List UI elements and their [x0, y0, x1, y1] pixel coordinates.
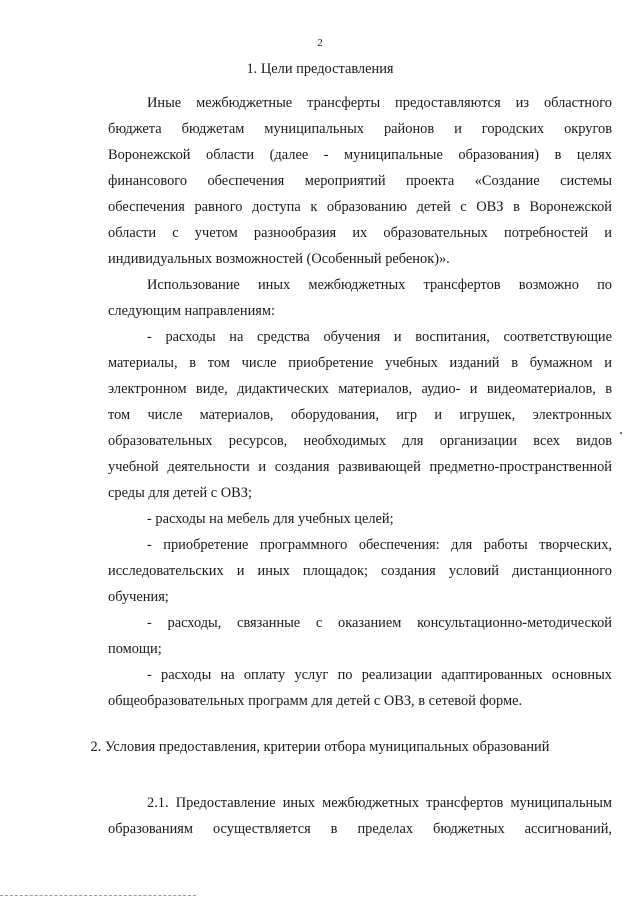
- list-item-line: материалы, в том числе приобретение учебных изданий в бумажном и: [108, 355, 612, 371]
- body-line: Использование иных межбюджетных трансфертов возможно по: [147, 277, 612, 293]
- body-line: области с учетом разнообразия их образовательных потребностей и: [108, 225, 612, 241]
- list-item-line: - приобретение программного обеспечения: для работы творческих,: [147, 537, 612, 553]
- body-line: бюджета бюджетам муниципальных районов и городских округов: [108, 121, 612, 137]
- body-line: 2.1. Предоставление иных межбюджетных трансфертов муниципальным: [147, 795, 612, 811]
- list-item-line: образовательных ресурсов, необходимых для организации всех видов: [108, 433, 612, 449]
- list-item-line: - расходы на оплату услуг по реализации адаптированных основных: [147, 667, 612, 683]
- list-item-line: том числе материалов, оборудования, игр и игрушек, электронных: [108, 407, 612, 423]
- list-item-line: - расходы на средства обучения и воспитания, соответствующие: [147, 329, 612, 345]
- body-line: обеспечения равного доступа к образованию детей с ОВЗ в Воронежской: [108, 199, 612, 215]
- list-item-line: - расходы на мебель для учебных целей;: [147, 511, 394, 527]
- scan-speck: [620, 432, 622, 434]
- list-item-line: учебной деятельности и создания развивающей предметно-пространственной: [108, 459, 612, 475]
- body-line: Воронежской области (далее - муниципальные образования) в целях: [108, 147, 612, 163]
- body-line: финансового обеспечения мероприятий проекта «Создание системы: [108, 173, 612, 189]
- list-item-line: общеобразовательных программ для детей с ОВЗ, в сетевой форме.: [108, 693, 523, 709]
- body-line: Иные межбюджетные трансферты предоставляются из областного: [147, 95, 612, 111]
- list-item-line: - расходы, связанные с оказанием консультационно-методической: [147, 615, 612, 631]
- body-line: следующим направлениям:: [108, 303, 276, 319]
- page-number: 2: [317, 37, 323, 49]
- footer-rule: [0, 895, 196, 896]
- list-item-line: помощи;: [108, 641, 162, 657]
- list-item-line: электронном виде, дидактических материалов, аудио- и видеоматериалов, в: [108, 381, 612, 397]
- body-line: образованиям осуществляется в пределах бюджетных ассигнований,: [108, 821, 612, 837]
- list-item-line: среды для детей с ОВЗ;: [108, 485, 252, 501]
- list-item-line: исследовательских и иных площадок; создания условий дистанционного: [108, 563, 612, 579]
- section-2-title: 2. Условия предоставления, критерии отбора муниципальных образований: [90, 739, 550, 755]
- list-item-line: обучения;: [108, 589, 169, 605]
- body-line: индивидуальных возможностей (Особенный ребенок)».: [108, 251, 450, 267]
- section-1-title: 1. Цели предоставления: [246, 61, 394, 77]
